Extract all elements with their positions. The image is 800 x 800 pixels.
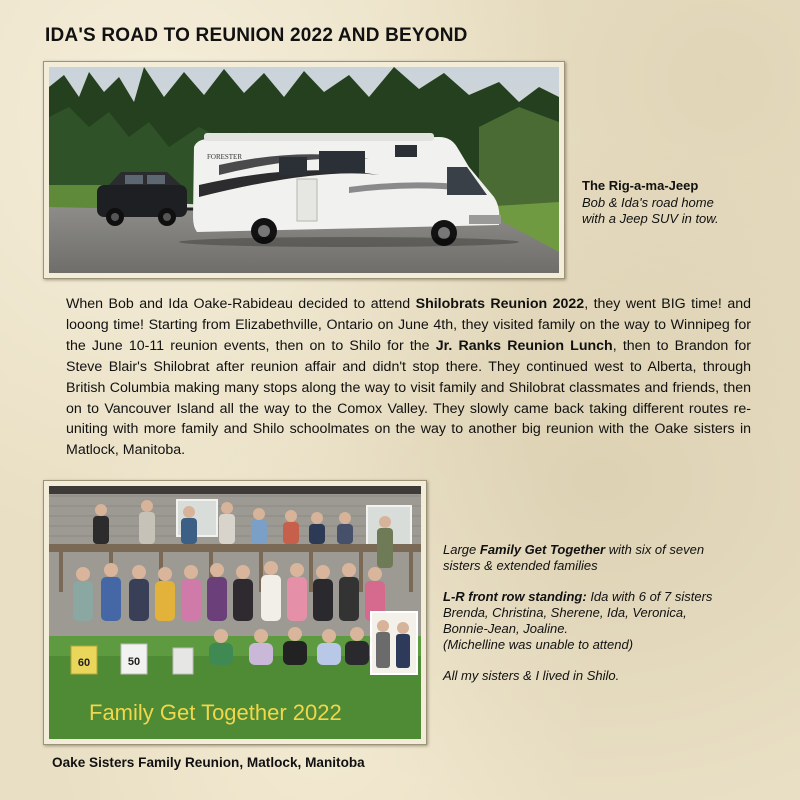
family-caption-intro-line1 xyxy=(443,542,773,558)
story-lunch-name: Jr. Ranks Reunion Lunch xyxy=(435,337,613,354)
front-row-line2: Brenda, Christina, Sherene, Ida, Veronica, xyxy=(443,604,687,620)
front-row-line1 xyxy=(443,589,773,605)
family-caption-intro-line2: sisters & extended families xyxy=(443,558,598,574)
story-reunion-name: Shilobrats Reunion 2022 xyxy=(415,296,585,312)
front-row-line4: (Michelline was unable to attend) xyxy=(443,637,634,653)
rv-photo-image xyxy=(49,67,559,273)
rv-brand-text: FORESTER xyxy=(207,153,243,161)
family-photo xyxy=(43,480,427,745)
family-photo-image xyxy=(49,486,421,739)
family-caption-closing: All my sisters & I lived in Shilo. xyxy=(443,667,620,683)
page-title: IDA'S ROAD TO REUNION 2022 AND BEYOND xyxy=(45,25,468,46)
story-paragraph xyxy=(66,294,751,461)
rv-caption xyxy=(582,178,722,228)
front-row-label: L-R front row standing: xyxy=(443,588,587,604)
family-caption-intro xyxy=(443,542,773,575)
intro-bold: Family Get Together xyxy=(479,542,606,557)
gift-bag-50-label: 50 xyxy=(127,656,141,668)
rv-caption-title: The Rig-a-ma-Jeep xyxy=(582,178,699,193)
front-row-line3: Bonnie-Jean, Joaline. xyxy=(443,621,569,637)
rv-caption-body: Bob & Ida's road home with a Jeep SUV in tow. xyxy=(582,194,719,226)
gift-bag-60-label: 60 xyxy=(77,657,91,669)
front-row-line1-text: Ida with 6 of 7 sisters xyxy=(586,588,713,604)
story-text-1: When Bob and Ida Oake-Rabideau decided to attend xyxy=(66,296,416,312)
story-text-3: , then to Brandon for Steve Blair's Shilobrat after reunion affair and didn't stop there. They continued west to Alberta, through British Columbia making many stops along the way to visit family and Shilobrat classmates and friends, then on to Vancouver Island all the way to the Comox Valley. They slowly came back taking different routes re-uniting with more family and Shilo schoolmates on the way to another big reunion with the Oake sisters in Matlock, Manitoba. xyxy=(66,337,752,459)
family-photo-caption: Oake Sisters Family Reunion, Matlock, Manitoba xyxy=(52,755,365,770)
intro-after: with six of seven xyxy=(605,542,705,557)
intro-before: Large xyxy=(443,542,480,557)
family-photo-overlay-text: Family Get Together 2022 xyxy=(89,700,342,725)
rv-photo xyxy=(43,61,565,279)
family-caption-front-row xyxy=(443,589,773,654)
story-text-2: , they went BIG time! and looong time! Starting from Elizabethville, Ontario on June 4th, they visited family on the way to Winnipeg for the June 10-11 reunion events, then on to Shilo for the xyxy=(66,296,751,354)
family-caption xyxy=(443,542,773,698)
